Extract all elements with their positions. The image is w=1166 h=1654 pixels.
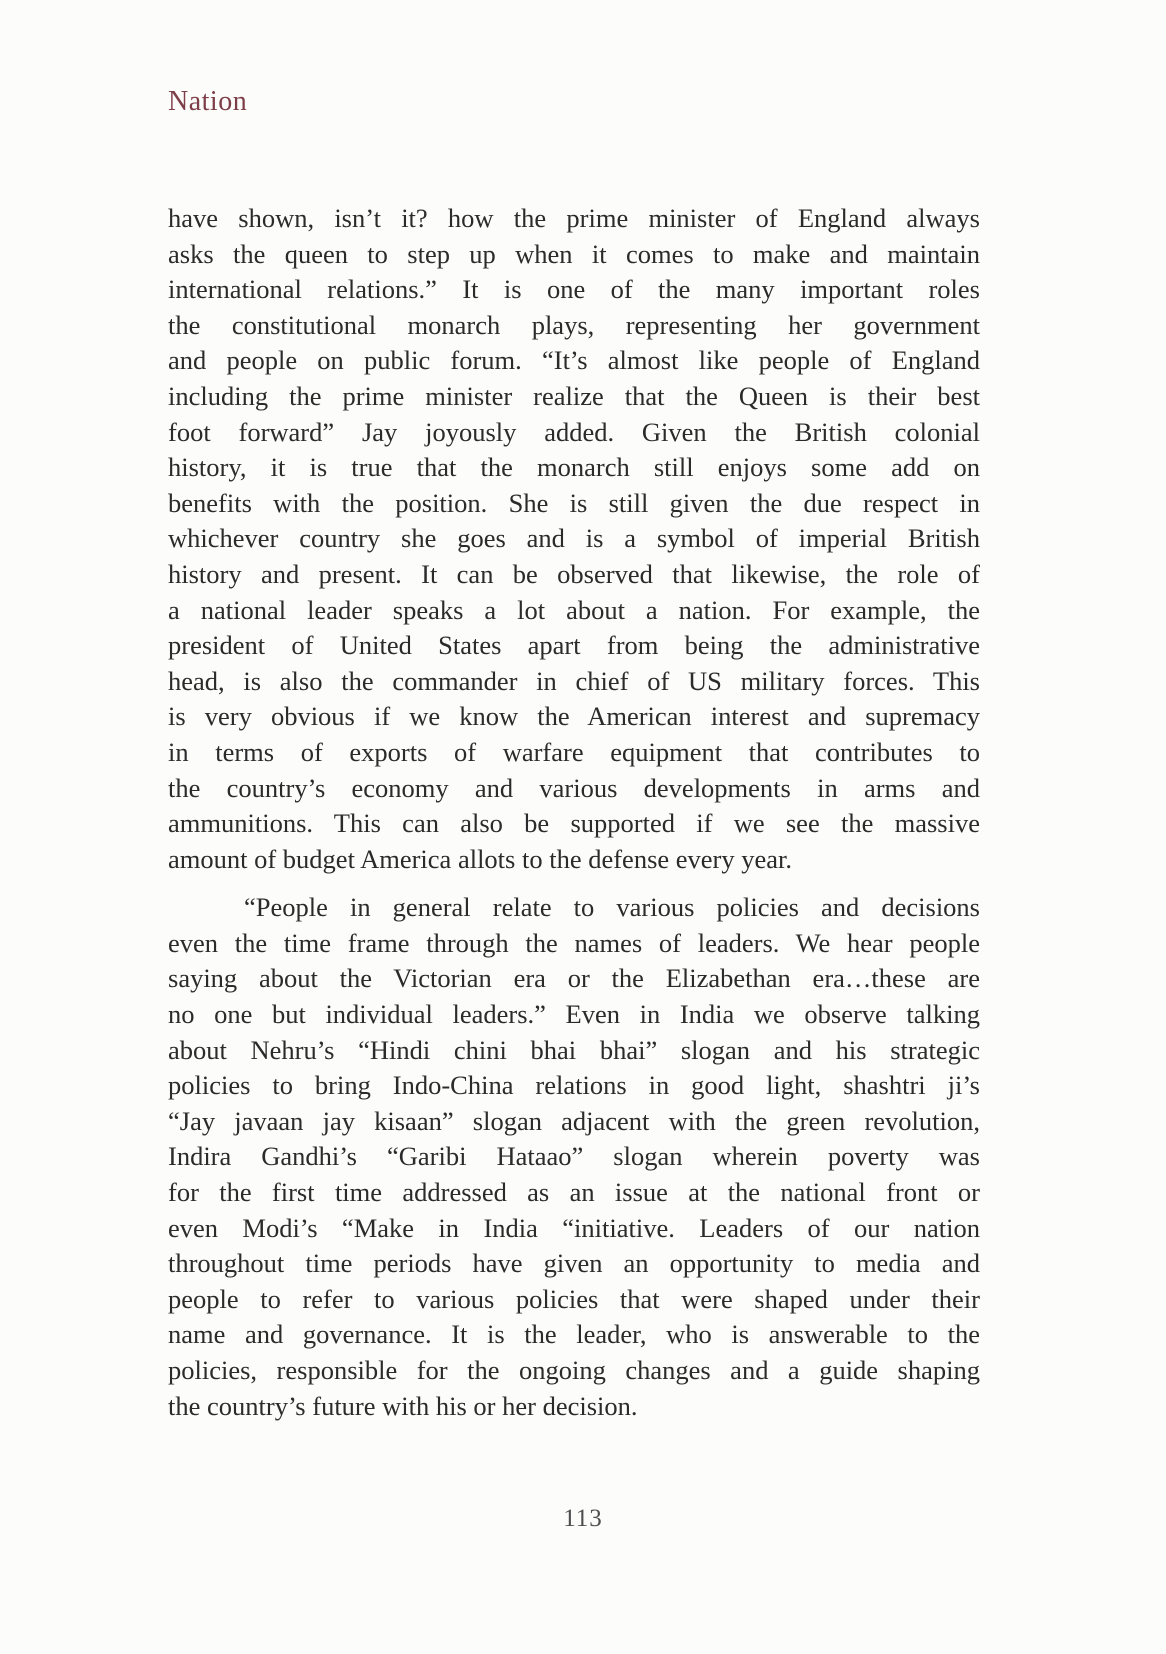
- text-line: “Jay javaan jay kisaan” slogan adjacent with the green revolution,: [168, 1105, 980, 1136]
- text-line: asks the queen to step up when it comes to make and maintain: [168, 238, 980, 269]
- text-line: saying about the Victorian era or the Elizabethan era…these are: [168, 963, 980, 994]
- text-line: foot forward” Jay joyously added. Given the British colonial: [168, 416, 980, 447]
- text-line: even the time frame through the names of leaders. We hear people: [168, 927, 980, 958]
- text-line: head, is also the commander in chief of US military forces. This: [168, 665, 980, 696]
- text-line: the constitutional monarch plays, representing her government: [168, 309, 980, 340]
- text-line: “People in general relate to various policies and decisions: [244, 892, 980, 923]
- text-line: people to refer to various policies that were shaped under their: [168, 1283, 980, 1314]
- text-line: no one but individual leaders.” Even in India we observe talking: [168, 999, 980, 1030]
- page-number: 113: [563, 1505, 603, 1532]
- text-line: the country’s future with his or her decision.: [168, 1390, 638, 1421]
- text-line: ammunitions. This can also be supported if we see the massive: [168, 808, 980, 839]
- text-line: amount of budget America allots to the defense every year.: [168, 843, 793, 874]
- text-line: whichever country she goes and is a symbol of imperial British: [168, 523, 980, 554]
- body-text: [168, 201, 980, 1424]
- text-line: including the prime minister realize that the Queen is their best: [168, 380, 980, 411]
- text-line: policies to bring Indo-China relations in good light, shashtri ji’s: [168, 1070, 980, 1101]
- text-line: president of United States apart from being the administrative: [168, 630, 980, 661]
- paragraph-1: [168, 201, 980, 877]
- text-line: for the first time addressed as an issue at the national front or: [168, 1177, 980, 1208]
- text-line: in terms of exports of warfare equipment that contributes to: [168, 736, 980, 767]
- text-line: name and governance. It is the leader, who is answerable to the: [168, 1319, 980, 1350]
- text-line: have shown, isn’t it? how the prime minister of England always: [168, 203, 980, 233]
- paragraph-2: [168, 890, 980, 1424]
- text-line: policies, responsible for the ongoing changes and a guide shaping: [168, 1355, 980, 1385]
- text-line: international relations.” It is one of the many important roles: [168, 274, 980, 305]
- text-line: history and present. It can be observed that likewise, the role of: [168, 558, 980, 589]
- text-line: Indira Gandhi’s “Garibi Hataao” slogan wherein poverty was: [168, 1141, 980, 1172]
- text-line: history, it is true that the monarch still enjoys some add on: [168, 452, 980, 483]
- running-head: Nation: [168, 86, 248, 117]
- text-line: throughout time periods have given an opportunity to media and: [168, 1248, 980, 1279]
- text-line: a national leader speaks a lot about a nation. For example, the: [168, 594, 980, 625]
- text-line: and people on public forum. “It’s almost like people of England: [168, 345, 980, 376]
- text-line: about Nehru’s “Hindi chini bhai bhai” slogan and his strategic: [168, 1034, 980, 1065]
- text-line: even Modi’s “Make in India “initiative. Leaders of our nation: [168, 1212, 980, 1243]
- text-line: is very obvious if we know the American interest and supremacy: [168, 701, 980, 732]
- text-line: benefits with the position. She is still given the due respect in: [168, 487, 980, 518]
- text-line: the country’s economy and various developments in arms and: [168, 772, 980, 803]
